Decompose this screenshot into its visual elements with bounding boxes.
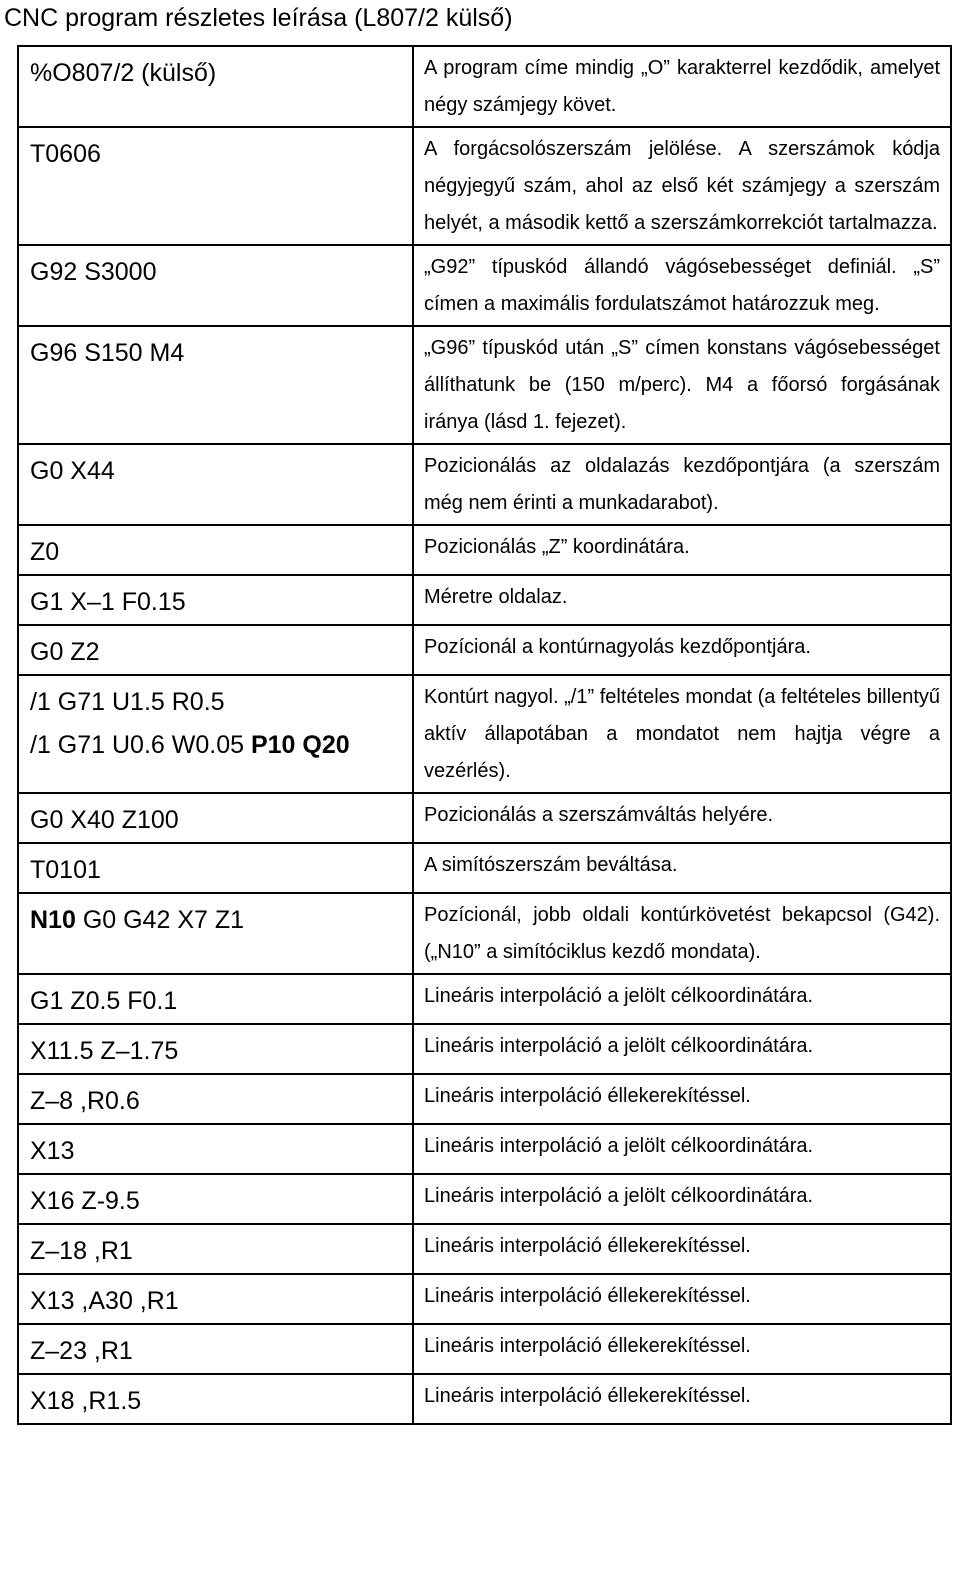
table-row <box>18 525 951 575</box>
code-cell <box>18 575 413 625</box>
code-cell <box>18 843 413 893</box>
code-line: G0 X44 <box>30 457 115 485</box>
code-cell <box>18 893 413 974</box>
description-cell: Lineáris interpoláció a jelölt célkoordinátára. <box>413 1124 951 1174</box>
code-cell <box>18 326 413 444</box>
description-cell: Méretre oldalaz. <box>413 575 951 625</box>
code-cell <box>18 1224 413 1274</box>
table-row <box>18 46 951 127</box>
description-cell: „G92” típuskód állandó vágósebességet definiál. „S” címen a maximális fordulatszámot határozzuk meg. <box>413 245 951 326</box>
code-line: X16 Z-9.5 <box>30 1187 140 1215</box>
code-line: Z0 <box>30 538 60 566</box>
code-cell <box>18 1324 413 1374</box>
table-row <box>18 1074 951 1124</box>
description-cell: Pozicionálás az oldalazás kezdőpontjára (a szerszám még nem érinti a munkadarabot). <box>413 444 951 525</box>
description-cell: Lineáris interpoláció éllekerekítéssel. <box>413 1074 951 1124</box>
code-cell <box>18 793 413 843</box>
code-text: G0 G42 X7 Z1 <box>75 906 245 934</box>
code-line: G1 X–1 F0.15 <box>30 588 186 616</box>
code-cell <box>18 127 413 245</box>
code-line: G96 S150 M4 <box>30 339 185 367</box>
code-cell <box>18 444 413 525</box>
code-cell <box>18 245 413 326</box>
code-line <box>30 899 412 942</box>
description-cell: Lineáris interpoláció a jelölt célkoordinátára. <box>413 1174 951 1224</box>
description-cell: Pozícionál, jobb oldali kontúrkövetést bekapcsol (G42). („N10” a simítóciklus kezdő mondata). <box>413 893 951 974</box>
code-line: T0606 <box>30 140 101 168</box>
description-cell: Lineáris interpoláció a jelölt célkoordinátára. <box>413 1024 951 1074</box>
code-cell <box>18 1074 413 1124</box>
code-line: G0 X40 Z100 <box>30 806 179 834</box>
code-cell <box>18 625 413 675</box>
code-line: X13 ,A30 ,R1 <box>30 1287 179 1315</box>
table-row <box>18 1174 951 1224</box>
code-cell <box>18 1024 413 1074</box>
code-bold-text: N10 <box>30 906 76 934</box>
code-line: G92 S3000 <box>30 258 157 286</box>
code-line: Z–18 ,R1 <box>30 1237 133 1265</box>
code-cell <box>18 46 413 127</box>
table-row <box>18 1224 951 1274</box>
description-cell: Pozicionálás „Z” koordinátára. <box>413 525 951 575</box>
description-cell: Lineáris interpoláció éllekerekítéssel. <box>413 1274 951 1324</box>
table-row <box>18 245 951 326</box>
description-cell: A forgácsolószerszám jelölése. A szerszámok kódja négyjegyű szám, ahol az első két számjegy a szerszám helyét, a második kettő a szerszámkorrekciót tartalmazza. <box>413 127 951 245</box>
code-line: %O807/2 (külső) <box>30 59 217 87</box>
code-line: Z–8 ,R0.6 <box>30 1087 140 1115</box>
code-line: Z–23 ,R1 <box>30 1337 133 1365</box>
description-cell: Lineáris interpoláció éllekerekítéssel. <box>413 1374 951 1424</box>
code-text: /1 G71 U0.6 W0.05 <box>30 731 251 759</box>
program-table <box>17 45 952 1425</box>
code-cell <box>18 525 413 575</box>
code-line: X18 ,R1.5 <box>30 1387 142 1415</box>
table-row <box>18 1274 951 1324</box>
description-cell: Kontúrt nagyol. „/1” feltételes mondat (a feltételes billentyű aktív állapotában a mondatot nem hajtja végre a vezérlés). <box>413 675 951 793</box>
description-cell: A simítószerszám beváltása. <box>413 843 951 893</box>
code-cell <box>18 974 413 1024</box>
description-cell: Lineáris interpoláció éllekerekítéssel. <box>413 1224 951 1274</box>
description-cell: Pozicionálás a szerszámváltás helyére. <box>413 793 951 843</box>
code-line: G0 Z2 <box>30 638 100 666</box>
table-row <box>18 1124 951 1174</box>
code-cell <box>18 1124 413 1174</box>
table-row <box>18 1324 951 1374</box>
code-line: T0101 <box>30 856 101 884</box>
code-cell <box>18 675 413 793</box>
code-line: X11.5 Z–1.75 <box>30 1037 179 1065</box>
table-row <box>18 444 951 525</box>
table-row <box>18 326 951 444</box>
description-cell: Lineáris interpoláció éllekerekítéssel. <box>413 1324 951 1374</box>
description-cell: „G96” típuskód után „S” címen konstans vágósebességet állíthatunk be (150 m/perc). M4 a főorsó forgásának iránya (lásd 1. fejezet). <box>413 326 951 444</box>
table-row <box>18 675 951 793</box>
table-row <box>18 974 951 1024</box>
description-cell: A program címe mindig „O” karakterrel kezdődik, amelyet négy számjegy követ. <box>413 46 951 127</box>
document-title: CNC program részletes leírása (L807/2 külső) <box>4 4 513 32</box>
table-row <box>18 1024 951 1074</box>
code-line: X13 <box>30 1137 75 1165</box>
table-row <box>18 127 951 245</box>
table-row <box>18 793 951 843</box>
code-cell <box>18 1174 413 1224</box>
code-cell <box>18 1374 413 1424</box>
table-row <box>18 625 951 675</box>
table-row <box>18 575 951 625</box>
code-line: /1 G71 U1.5 R0.5 <box>30 688 225 716</box>
code-bold-text: P10 Q20 <box>250 731 350 759</box>
code-line: G1 Z0.5 F0.1 <box>30 987 178 1015</box>
table-row <box>18 893 951 974</box>
description-cell: Lineáris interpoláció a jelölt célkoordinátára. <box>413 974 951 1024</box>
description-cell: Pozícionál a kontúrnagyolás kezdőpontjára. <box>413 625 951 675</box>
code-cell <box>18 1274 413 1324</box>
code-line <box>30 724 412 767</box>
table-row <box>18 1374 951 1424</box>
table-row <box>18 843 951 893</box>
